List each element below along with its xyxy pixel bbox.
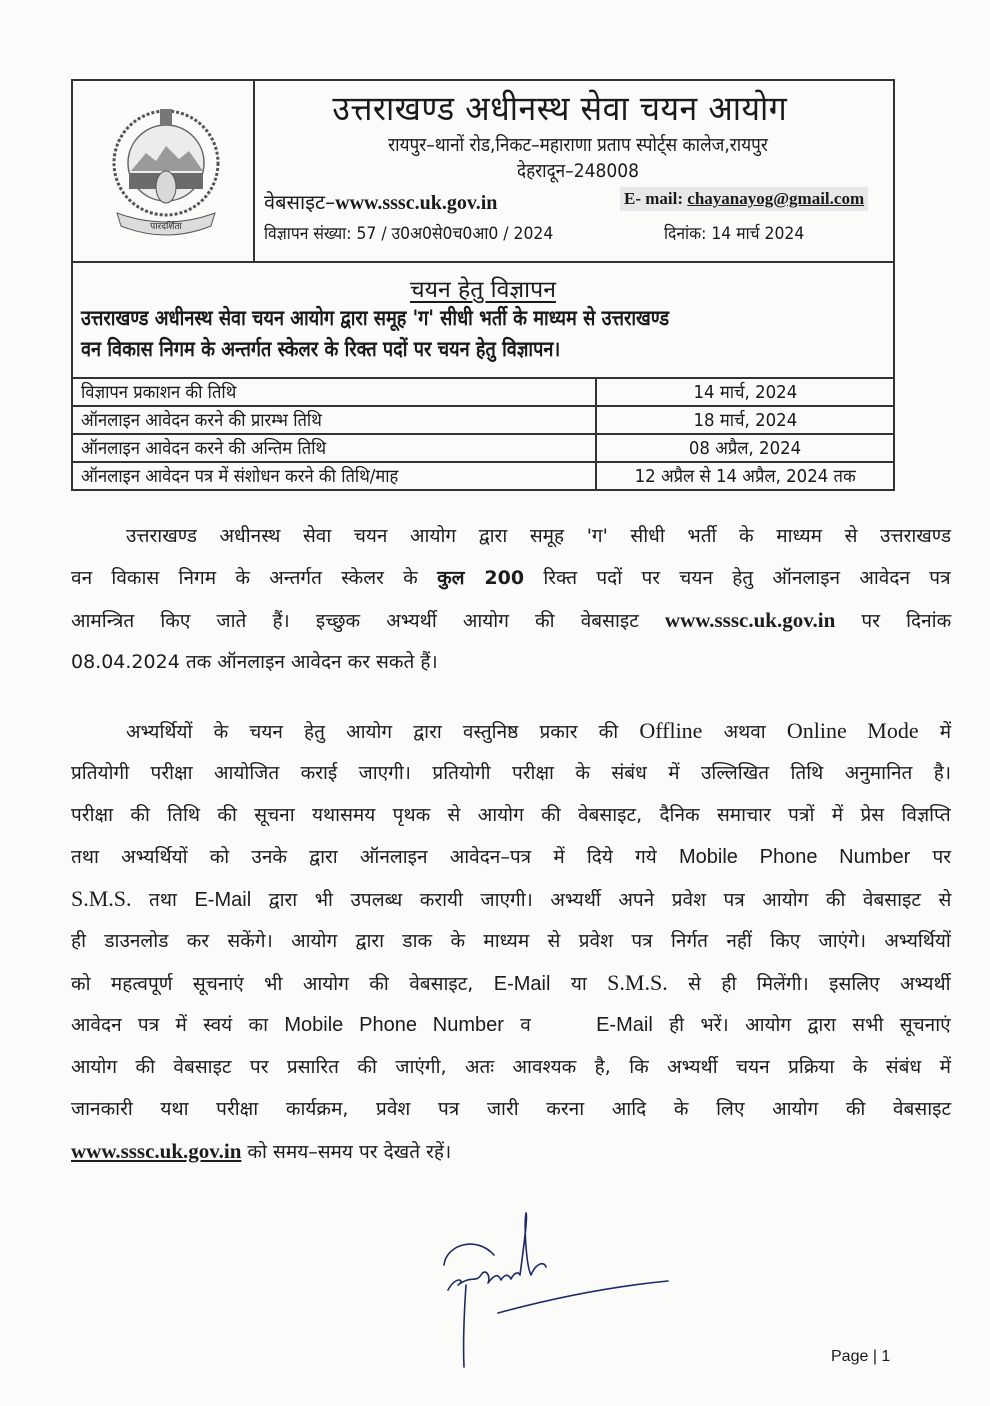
notice-heading-text: चयन हेतु विज्ञापन	[410, 277, 556, 303]
text: Mobile Phone Number	[679, 846, 911, 868]
date-value: 08 अप्रैल, 2024	[688, 438, 802, 459]
date-value-cell	[596, 462, 894, 490]
para2-line	[71, 1130, 951, 1172]
text: रिक्त पदों पर चयन हेतु ऑनलाइन आवेदन पत्र	[524, 567, 951, 589]
para1-line	[71, 515, 951, 557]
date-value-cell	[596, 378, 894, 406]
text: S.M.S.	[71, 886, 132, 911]
text: द्वारा भी उपलब्ध करायी जाएगी। अभ्यर्थी अपने प्रवेश पत्र आयोग की वेबसाइट से	[251, 889, 952, 911]
text: तथा अभ्यर्थियों को उनके द्वारा ऑनलाइन आवेदन–पत्र में दिये गये	[71, 846, 679, 868]
date-value: 18 मार्च, 2024	[693, 410, 797, 431]
text: Online Mode	[786, 718, 919, 743]
commission-seal-logo	[111, 101, 221, 246]
para2-line	[71, 962, 951, 1004]
text: व	[503, 1014, 597, 1036]
page-number: Page | 1	[831, 1348, 891, 1365]
advertisement-date: दिनांक: 14 मार्च 2024	[664, 224, 805, 244]
text: ही भरें। आयोग द्वारा सभी सूचनाएं	[652, 1014, 951, 1036]
website-label: वेबसाइट–	[264, 190, 336, 214]
address-line-1: रायपुर–थानों रोड,निकट–महाराणा प्रताप स्पोर्ट्स कालेज,रायपुर	[388, 134, 768, 156]
notice-heading	[71, 272, 895, 304]
para2-line	[71, 710, 951, 752]
svg-text:पारदर्शिता: पारदर्शिता	[150, 222, 182, 232]
text: E-Mail	[596, 1014, 653, 1036]
website-link[interactable]: www.sssc.uk.gov.in	[71, 1139, 242, 1163]
advertisement-number: विज्ञापन संख्या: 57 / उ0अ0से0च0आ0 / 2024	[264, 224, 554, 244]
text: या	[550, 973, 608, 995]
organization-title: उत्तराखण्ड अधीनस्थ सेवा चयन आयोग	[332, 89, 788, 129]
date-value: 14 मार्च, 2024	[693, 382, 797, 403]
para1-line	[71, 641, 951, 683]
email-line	[620, 187, 868, 211]
date-value-cell	[596, 406, 894, 434]
date-label: विज्ञापन प्रकाशन की तिथि	[81, 382, 237, 403]
table-row	[72, 378, 894, 406]
total-posts: कुल 200	[437, 567, 525, 589]
email-label: E- mail:	[624, 189, 688, 208]
paragraph-exam-info	[71, 710, 951, 1172]
para2-line	[71, 1004, 951, 1046]
text: ही डाउनलोड कर सकेंगे। आयोग द्वारा डाक के माध्यम से प्रवेश पत्र निर्गत नहीं किए जाएंगे। अभ्यर्थियों	[71, 930, 951, 952]
text: Offline	[639, 718, 703, 743]
date-label: ऑनलाइन आवेदन करने की अन्तिम तिथि	[81, 438, 327, 459]
text: पर	[910, 846, 952, 868]
table-row	[72, 434, 894, 462]
text: जानकारी यथा परीक्षा कार्यक्रम, प्रवेश पत्र जारी करना आदि के लिए आयोग की वेबसाइट	[71, 1098, 952, 1120]
text: में	[918, 721, 952, 743]
para2-line	[71, 878, 951, 920]
text: को समय–समय पर देखते रहें।	[241, 1141, 452, 1163]
para2-line	[71, 836, 951, 878]
email-link[interactable]: chayanayog@gmail.com	[687, 189, 865, 208]
table-row	[72, 406, 894, 434]
text: E-Mail	[194, 889, 252, 911]
text: अभ्यर्थियों के चयन हेतु आयोग द्वारा वस्तुनिष्ठ प्रकार की	[126, 721, 640, 743]
text: E-Mail	[493, 973, 551, 995]
notice-subject-line-2: वन विकास निगम के अन्तर्गत स्केलर के रिक्त पदों पर चयन हेतु विज्ञापन।	[81, 337, 561, 361]
para1-line	[71, 557, 951, 599]
handwritten-signature	[436, 1205, 676, 1375]
date-value: 12 अप्रैल से 14 अप्रैल, 2024 तक	[634, 466, 856, 487]
logo-cell	[73, 81, 255, 261]
para2-line	[71, 1088, 951, 1130]
website-link[interactable]: www.sssc.uk.gov.in	[664, 608, 836, 632]
date-label: ऑनलाइन आवेदन पत्र में संशोधन करने की तिथि/माह	[81, 466, 399, 487]
para1-line	[71, 599, 951, 641]
para2-line	[71, 752, 951, 794]
text: पर दिनांक	[835, 610, 952, 632]
text: उत्तराखण्ड अधीनस्थ सेवा चयन आयोग द्वारा समूह 'ग' सीधी भर्ती के माध्यम से उत्तराखण्ड	[126, 525, 951, 547]
text: अथवा	[702, 721, 787, 743]
table-row	[72, 462, 894, 490]
paragraph-application-invite	[71, 515, 951, 683]
text: परीक्षा की तिथि की सूचना यथासमय पृथक से आयोग की वेबसाइट, दैनिक समाचार पत्रों में प्रेस विज्ञप्ति	[71, 804, 951, 826]
date-label-cell	[72, 406, 596, 434]
text: प्रतियोगी परीक्षा आयोजित कराई जाएगी। प्रतियोगी परीक्षा के संबंध में उल्लिखित तिथि अनुमानित है।	[71, 762, 952, 784]
text: आवेदन पत्र में स्वयं का	[71, 1014, 285, 1036]
date-label: ऑनलाइन आवेदन करने की प्रारम्भ तिथि	[81, 410, 322, 431]
text: तथा	[131, 889, 195, 911]
notice-subject	[81, 303, 891, 365]
address-line-2: देहरादून–248008	[516, 160, 639, 182]
date-label-cell	[72, 378, 596, 406]
website-link[interactable]: www.sssc.uk.gov.in	[335, 192, 498, 214]
text: को महत्वपूर्ण सूचनाएं भी आयोग की वेबसाइट,	[71, 973, 494, 995]
para2-line	[71, 1046, 951, 1088]
text: वन विकास निगम के अन्तर्गत स्केलर के	[71, 567, 438, 589]
date-value-cell	[596, 434, 894, 462]
date-label-cell	[72, 434, 596, 462]
text: 08.04.2024 तक ऑनलाइन आवेदन कर सकते हैं।	[71, 651, 438, 673]
text: S.M.S.	[607, 970, 668, 995]
text: से ही मिलेंगी। इसलिए अभ्यर्थी	[667, 973, 951, 995]
text: आमन्त्रित किए जाते हैं। इच्छुक अभ्यर्थी आयोग की वेबसाइट	[71, 610, 665, 632]
para2-line	[71, 920, 951, 962]
text: आयोग की वेबसाइट पर प्रसारित की जाएंगी, अतः आवश्यक है, कि अभ्यर्थी चयन प्रक्रिया के संबंध में	[71, 1056, 951, 1078]
para2-line	[71, 794, 951, 836]
important-dates-table	[71, 377, 895, 491]
date-label-cell	[72, 462, 596, 490]
notice-subject-line-1: उत्तराखण्ड अधीनस्थ सेवा चयन आयोग द्वारा समूह 'ग' सीधी भर्ती के माध्यम से उत्तराखण्ड	[81, 306, 670, 330]
text: Mobile Phone Number	[284, 1014, 504, 1036]
website-line	[264, 188, 497, 215]
